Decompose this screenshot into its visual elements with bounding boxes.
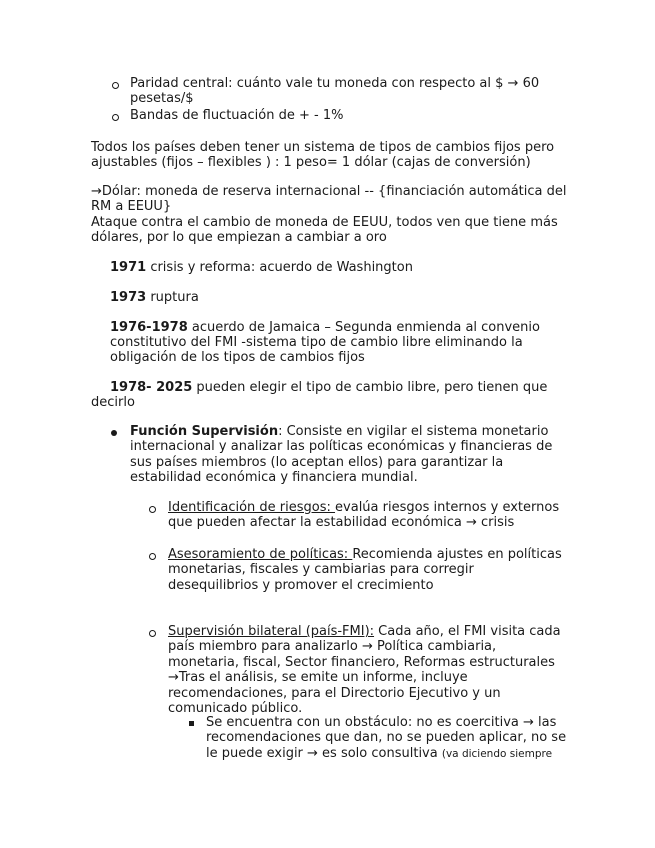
circle-bullet-icon (112, 114, 119, 121)
obst-line-3: le puede exigir → es solo consultiva (va diciendo siempre (206, 745, 553, 761)
entry-1978-line-1: 1978- 2025 pueden elegir el tipo de cambio libre, pero tienen que (110, 380, 548, 395)
bilat-line-2: país miembro para analizarlo → Política cambiaria, (168, 639, 497, 655)
bilat-line-3: monetaria, fiscal, Sector financiero, Reformas estructurales (168, 654, 555, 670)
entry-1971: 1971 crisis y reforma: acuerdo de Washington (110, 260, 413, 275)
riesgos-title: Identificación de riesgos: (168, 500, 336, 515)
entry-1976-line-1: 1976-1978 acuerdo de Jamaica – Segunda enmienda al convenio (110, 320, 540, 335)
funcion-line-3: sus países miembros (lo aceptan ellos) para garantizar la (130, 454, 504, 470)
bilat-line-5: recomendaciones, para el Directorio Ejecutivo y un (168, 685, 501, 701)
disc-bullet-icon (111, 430, 117, 436)
paridad-line-2: pesetas/$ (130, 91, 194, 107)
entry-1978-line-2: decirlo (91, 395, 135, 410)
square-bullet-icon (189, 721, 194, 726)
ataque-line-2: dólares, por lo que empiezan a cambiar a oro (91, 230, 387, 246)
ataque-line-1: Ataque contra el cambio de moneda de EEUU, todos ven que tiene más (91, 214, 558, 230)
bilat-line-4: →Tras el análisis, se emite un informe, incluye (168, 670, 468, 686)
entry-1973: 1973 ruptura (110, 290, 199, 305)
year-1978: 1978- 2025 (110, 380, 193, 395)
funcion-title: Función Supervisión (130, 424, 279, 439)
circle-bullet-icon (149, 553, 156, 560)
bilat-title: Supervisión bilateral (país-FMI): (168, 624, 375, 639)
year-1976: 1976-1978 (110, 320, 188, 335)
todos-line-1: Todos los países deben tener un sistema de tipos de cambios fijos pero (91, 140, 555, 155)
todos-line-2: ajustables (fijos – flexibles ) : 1 peso= 1 dólar (cajas de conversión) (91, 155, 531, 171)
aseso-line-1: Asesoramiento de políticas: Recomienda ajustes en políticas (168, 547, 562, 562)
bilat-line-1: Supervisión bilateral (país-FMI): Cada año, el FMI visita cada (168, 624, 561, 639)
entry-1976-line-3: obligación de los tipos de cambios fijos (110, 350, 365, 366)
riesgos-line-2: que pueden afectar la estabilidad económica → crisis (168, 515, 515, 531)
dolar-line-1: →Dólar: moneda de reserva internacional -- {financiación automática del (91, 184, 567, 199)
paridad-line-1: Paridad central: cuánto vale tu moneda con respecto al $ → 60 (130, 76, 540, 91)
riesgos-line-1: Identificación de riesgos: evalúa riesgos internos y externos (168, 500, 560, 515)
dolar-line-2: RM a EEUU} (91, 199, 172, 215)
aseso-title: Asesoramiento de políticas: (168, 547, 353, 562)
obst-line-2: recomendaciones que dan, no se pueden aplicar, no se (206, 730, 567, 746)
funcion-line-4: estabilidad económica y financiera mundial. (130, 470, 418, 486)
entry-1976-line-2: constitutivo del FMI -sistema tipo de cambio libre eliminando la (110, 335, 523, 350)
bandas-line: Bandas de fluctuación de + - 1% (130, 108, 344, 123)
circle-bullet-icon (149, 506, 156, 513)
circle-bullet-icon (112, 82, 119, 89)
circle-bullet-icon (149, 630, 156, 637)
obst-line-1: Se encuentra con un obstáculo: no es coercitiva → las (206, 715, 557, 730)
aseso-line-2: monetarias, fiscales y cambiarias para corregir (168, 562, 474, 578)
year-1973: 1973 (110, 290, 147, 305)
aseso-line-3: desequilibrios y promover el crecimiento (168, 577, 434, 593)
year-1971: 1971 (110, 260, 147, 275)
bilat-line-6: comunicado público. (168, 701, 303, 717)
funcion-line-2: internacional y analizar las políticas económicas y financieras de (130, 439, 553, 455)
funcion-line-1: Función Supervisión: Consiste en vigilar el sistema monetario (130, 424, 549, 439)
